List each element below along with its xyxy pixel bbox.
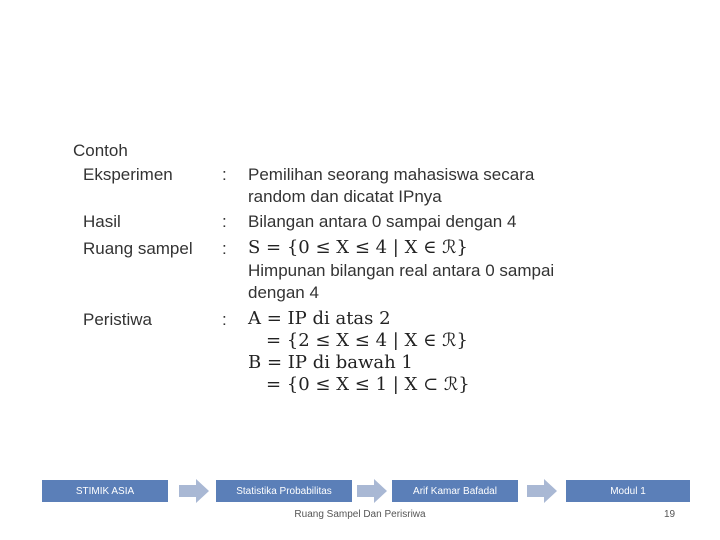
row-label-peristiwa: Peristiwa	[83, 310, 152, 329]
slide-heading: Contoh	[73, 141, 128, 160]
ruang-sampel-line-3: dengan 4	[248, 283, 319, 302]
peristiwa-formula-a: A = IP di atas 2	[248, 308, 391, 329]
row-label-eksperimen: Eksperimen	[83, 165, 173, 184]
footer-subtitle: Ruang Sampel Dan Perisriwa	[294, 509, 426, 520]
colon: :	[222, 165, 227, 184]
footer-item-module: Modul 1	[566, 480, 690, 502]
colon: :	[222, 239, 227, 258]
ruang-sampel-line-2: Himpunan bilangan real antara 0 sampai	[248, 261, 555, 280]
row-label-hasil: Hasil	[83, 212, 121, 231]
ruang-sampel-formula: S = {0 ≤ X ≤ 4 | X ∈ ℛ}	[248, 237, 468, 258]
peristiwa-formula-b-set: = {0 ≤ X ≤ 1 | X ⊂ ℛ}	[266, 374, 470, 395]
eksperimen-line-1: Pemilihan seorang mahasiswa secara	[248, 165, 535, 184]
arrow-right-icon	[357, 479, 387, 503]
peristiwa-formula-b: B = IP di bawah 1	[248, 352, 413, 373]
arrow-right-icon	[527, 479, 557, 503]
peristiwa-formula-a-set: = {2 ≤ X ≤ 4 | X ∈ ℛ}	[266, 330, 468, 351]
footer-item-author: Arif Kamar Bafadal	[392, 480, 518, 502]
arrow-right-icon	[179, 479, 209, 503]
colon: :	[222, 310, 227, 329]
colon: :	[222, 212, 227, 231]
footer-item-institution: STIMIK ASIA	[42, 480, 168, 502]
eksperimen-line-2: random dan dicatat IPnya	[248, 187, 442, 206]
hasil-line-1: Bilangan antara 0 sampai dengan 4	[248, 212, 517, 231]
row-label-ruang-sampel: Ruang sampel	[83, 239, 193, 258]
footer-item-course: Statistika Probabilitas	[216, 480, 352, 502]
page-number: 19	[664, 509, 676, 520]
